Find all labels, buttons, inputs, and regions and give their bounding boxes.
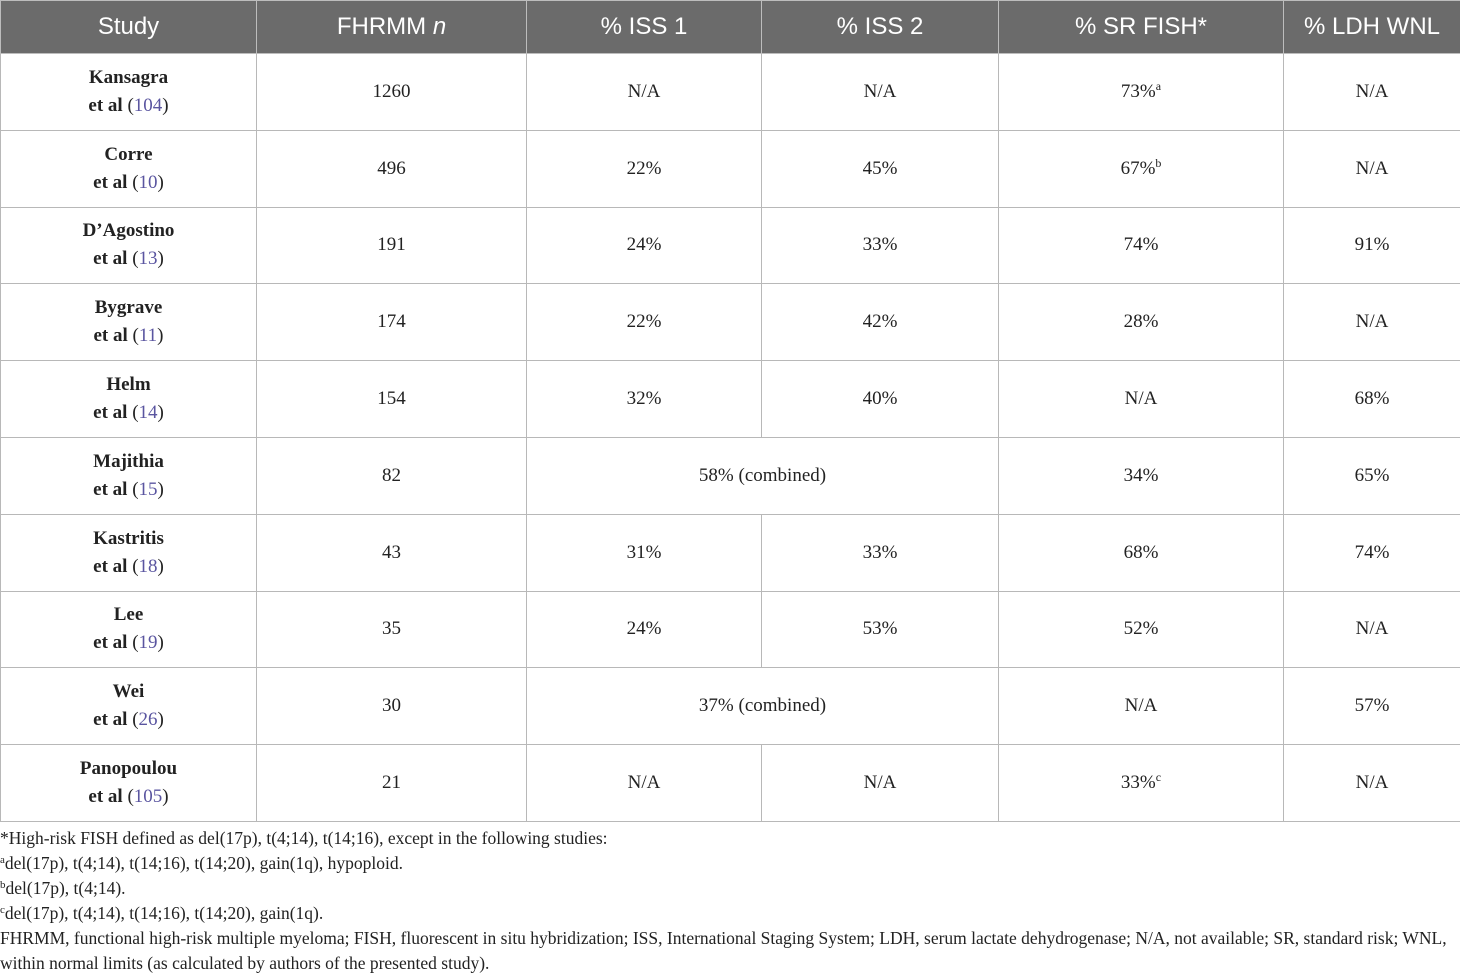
- study-name: Helm: [106, 374, 150, 395]
- footnote-a: $^a$del(17p), t(4;14), t(14;16), t(14;20), gain(1q), hypoploid.: [0, 851, 1460, 876]
- ref-open-paren: (: [127, 248, 138, 269]
- study-etal: et al: [88, 786, 122, 807]
- footnote-c: $^c$del(17p), t(4;14), t(14;16), t(14;20), gain(1q).: [0, 901, 1460, 926]
- ldh-wnl-cell: N/A: [1284, 54, 1460, 131]
- study-name: Wei: [113, 681, 145, 702]
- iss2-cell: N/A: [762, 54, 999, 131]
- ref-close-paren: ): [158, 402, 164, 423]
- ref-close-paren: ): [158, 556, 164, 577]
- reference-link[interactable]: 18: [139, 556, 158, 577]
- study-etal: et al: [93, 172, 127, 193]
- sr-fish-cell: [999, 514, 1284, 591]
- ldh-wnl-cell: 68%: [1284, 361, 1460, 438]
- ref-close-paren: ): [162, 95, 168, 116]
- iss-combined-cell: 37% (combined): [527, 668, 999, 745]
- sr-fish-value: 73%: [1121, 81, 1156, 102]
- reference-link[interactable]: 19: [139, 632, 158, 653]
- table-row: [1, 745, 1460, 822]
- header-ldh-wnl: % LDH WNL: [1284, 1, 1460, 54]
- ref-open-paren: (: [128, 325, 139, 346]
- fhrmm-n-cell: 82: [257, 437, 527, 514]
- iss2-cell: N/A: [762, 745, 999, 822]
- fhrmm-n-cell: 21: [257, 745, 527, 822]
- study-etal: et al: [94, 325, 128, 346]
- iss1-cell: 22%: [527, 284, 762, 361]
- study-cell: [1, 668, 257, 745]
- iss1-cell: 24%: [527, 591, 762, 668]
- ldh-wnl-cell: 74%: [1284, 514, 1460, 591]
- study-cell: [1, 745, 257, 822]
- study-cell: [1, 284, 257, 361]
- ldh-wnl-cell: N/A: [1284, 284, 1460, 361]
- ref-open-paren: (: [127, 479, 138, 500]
- ref-close-paren: ): [158, 479, 164, 500]
- study-cell: [1, 361, 257, 438]
- fhrmm-n-cell: 174: [257, 284, 527, 361]
- fhrmm-n-cell: 496: [257, 130, 527, 207]
- study-name: Lee: [114, 604, 144, 625]
- sr-fish-value: N/A: [1125, 695, 1158, 716]
- study-etal: et al: [93, 632, 127, 653]
- ref-open-paren: (: [123, 786, 134, 807]
- study-cell: [1, 437, 257, 514]
- ldh-wnl-cell: 65%: [1284, 437, 1460, 514]
- ldh-wnl-cell: N/A: [1284, 130, 1460, 207]
- study-name: Panopoulou: [80, 758, 177, 779]
- sr-fish-cell: [999, 745, 1284, 822]
- iss-combined-cell: 58% (combined): [527, 437, 999, 514]
- sr-fish-value: 34%: [1124, 465, 1159, 486]
- reference-link[interactable]: 14: [139, 402, 158, 423]
- study-cell: [1, 54, 257, 131]
- header-fhrmm-n: FHRMM n: [257, 1, 527, 54]
- study-etal: et al: [93, 556, 127, 577]
- study-etal: et al: [93, 709, 127, 730]
- iss2-cell: 42%: [762, 284, 999, 361]
- iss1-cell: 32%: [527, 361, 762, 438]
- study-name: Kastritis: [93, 528, 164, 549]
- iss2-cell: 53%: [762, 591, 999, 668]
- table-row: [1, 361, 1460, 438]
- sr-fish-cell: [999, 668, 1284, 745]
- ref-close-paren: ): [158, 709, 164, 730]
- iss2-cell: 33%: [762, 514, 999, 591]
- sr-fish-value: 67%: [1121, 158, 1156, 179]
- sr-fish-footnote-mark: b: [1155, 156, 1161, 170]
- iss1-cell: N/A: [527, 54, 762, 131]
- header-study: Study: [1, 1, 257, 54]
- ldh-wnl-cell: N/A: [1284, 745, 1460, 822]
- footnote-star: *High-risk FISH defined as del(17p), t(4;14), t(14;16), except in the following studies:: [0, 826, 1460, 851]
- ldh-wnl-cell: 57%: [1284, 668, 1460, 745]
- table-row: [1, 284, 1460, 361]
- sr-fish-cell: [999, 130, 1284, 207]
- sr-fish-cell: [999, 54, 1284, 131]
- footnote-b: $^b$del(17p), t(4;14).: [0, 876, 1460, 901]
- sr-fish-cell: [999, 207, 1284, 284]
- study-cell: [1, 514, 257, 591]
- table-footnotes: [0, 826, 1460, 976]
- ref-open-paren: (: [127, 709, 138, 730]
- ref-close-paren: ): [158, 632, 164, 653]
- sr-fish-value: 68%: [1124, 542, 1159, 563]
- iss2-cell: 33%: [762, 207, 999, 284]
- table-row: [1, 514, 1460, 591]
- ref-close-paren: ): [162, 786, 168, 807]
- sr-fish-value: 28%: [1124, 311, 1159, 332]
- table-row: [1, 130, 1460, 207]
- sr-fish-cell: [999, 591, 1284, 668]
- sr-fish-value: 33%: [1121, 772, 1156, 793]
- sr-fish-cell: [999, 284, 1284, 361]
- fhrmm-n-cell: 191: [257, 207, 527, 284]
- study-cell: [1, 130, 257, 207]
- fhrmm-n-cell: 1260: [257, 54, 527, 131]
- sr-fish-footnote-mark: c: [1156, 770, 1161, 784]
- reference-link[interactable]: 26: [139, 709, 158, 730]
- footnote-abbreviations: FHRMM, functional high-risk multiple myeloma; FISH, fluorescent in situ hybridization; ISS, International Staging System; LDH, serum lactate dehydrogenase; N/A, not available; SR, standard risk; WNL, within normal limits (as calculated by authors of the presented study).: [0, 926, 1460, 976]
- ref-open-paren: (: [127, 632, 138, 653]
- iss2-cell: 45%: [762, 130, 999, 207]
- table-row: [1, 207, 1460, 284]
- iss1-cell: 24%: [527, 207, 762, 284]
- iss1-cell: 22%: [527, 130, 762, 207]
- ref-open-paren: (: [123, 95, 134, 116]
- ldh-wnl-cell: N/A: [1284, 591, 1460, 668]
- reference-link[interactable]: 10: [139, 172, 158, 193]
- table-row: [1, 591, 1460, 668]
- ref-close-paren: ): [157, 325, 163, 346]
- sr-fish-cell: [999, 437, 1284, 514]
- study-etal: et al: [93, 479, 127, 500]
- iss1-cell: 31%: [527, 514, 762, 591]
- study-etal: et al: [93, 402, 127, 423]
- sr-fish-value: N/A: [1125, 388, 1158, 409]
- header-iss2: % ISS 2: [762, 1, 999, 54]
- ldh-wnl-cell: 91%: [1284, 207, 1460, 284]
- fhrmm-n-cell: 30: [257, 668, 527, 745]
- ref-open-paren: (: [127, 172, 138, 193]
- sr-fish-value: 52%: [1124, 618, 1159, 639]
- study-cell: [1, 207, 257, 284]
- table-row: [1, 54, 1460, 131]
- ref-open-paren: (: [127, 402, 138, 423]
- study-etal: et al: [88, 95, 122, 116]
- study-name: Kansagra: [89, 67, 168, 88]
- table-row: [1, 437, 1460, 514]
- header-sr-fish: % SR FISH*: [999, 1, 1284, 54]
- study-name: Bygrave: [95, 297, 163, 318]
- study-cell: [1, 591, 257, 668]
- study-etal: et al: [93, 248, 127, 269]
- ref-close-paren: ): [158, 248, 164, 269]
- study-name: Majithia: [93, 451, 164, 472]
- study-name: Corre: [104, 144, 152, 165]
- reference-link[interactable]: 11: [139, 325, 157, 346]
- reference-link[interactable]: 15: [139, 479, 158, 500]
- ref-open-paren: (: [127, 556, 138, 577]
- fhrmm-n-cell: 154: [257, 361, 527, 438]
- header-iss1: % ISS 1: [527, 1, 762, 54]
- ref-close-paren: ): [158, 172, 164, 193]
- fhrmm-n-cell: 35: [257, 591, 527, 668]
- reference-link[interactable]: 104: [134, 95, 163, 116]
- sr-fish-value: 74%: [1124, 234, 1159, 255]
- table-row: [1, 668, 1460, 745]
- sr-fish-cell: [999, 361, 1284, 438]
- iss1-cell: N/A: [527, 745, 762, 822]
- header-row: [1, 1, 1460, 54]
- study-name: D’Agostino: [83, 220, 175, 241]
- iss2-cell: 40%: [762, 361, 999, 438]
- reference-link[interactable]: 13: [139, 248, 158, 269]
- fhrmm-n-cell: 43: [257, 514, 527, 591]
- sr-fish-footnote-mark: a: [1156, 79, 1161, 93]
- reference-link[interactable]: 105: [134, 786, 163, 807]
